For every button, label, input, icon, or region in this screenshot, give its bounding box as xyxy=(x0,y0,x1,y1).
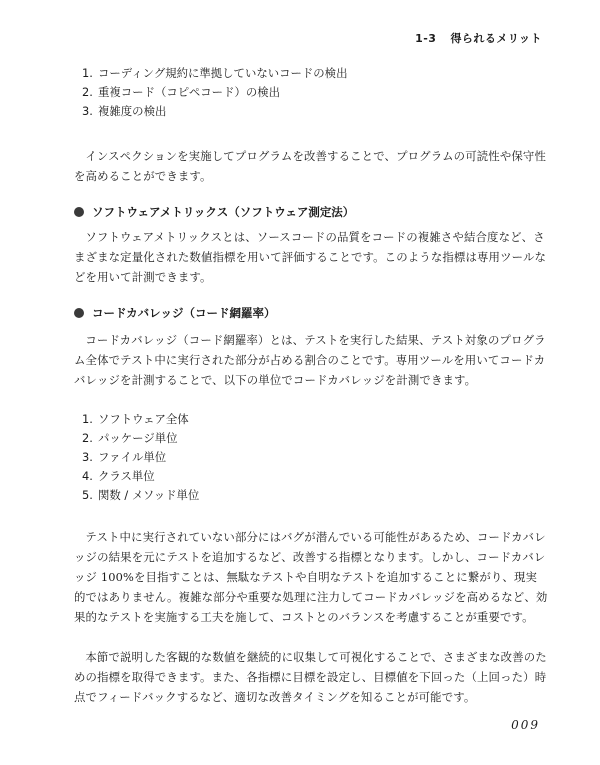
list-item: 4. クラス単位 xyxy=(82,469,155,483)
list-item: 2. パッケージ単位 xyxy=(82,431,178,445)
list-item: 3. 複雑度の検出 xyxy=(82,104,167,118)
page-number: 009 xyxy=(511,718,540,732)
section-heading-coverage: コードカバレッジ（コード網羅率） xyxy=(74,304,548,322)
coverage-paragraph: コードカバレッジ（コード網羅率）とは、テストを実行した結果、テスト対象のプログラム全体でテスト中に実行された部分が占める割合のことです。専用ツールを用いてコードカバレッジを計測することで、以下の単位でコードカバレッジを計測できます。 xyxy=(74,333,546,387)
summary-paragraph: 本節で説明した客観的な数値を継続的に収集して可視化することで、さまざまな改善のための指標を取得できます。また、各指標に目標を設定し、目標値を下回った（上回った）時点でフィードバックするなど、適切な改善タイミングを知ることが可能です。 xyxy=(74,650,547,704)
list-item: 1. コーディング規約に準拠していないコードの検出 xyxy=(82,66,348,80)
detection-list xyxy=(74,64,548,121)
coverage-advice-paragraph: テスト中に実行されていない部分にはバグが潜んでいる可能性があるため、コードカバレッジの結果を元にテストを追加するなど、改善する指標となります。しかし、コードカバレッジ 100%を目指すことは、無駄なテストや自明なテストを追加することに繋がり、現実的ではありません。複雑な部分や重要な処理に注力してコードカバレッジを高めるなど、効果的なテストを実施する工夫を施して、コストとのバランスを考慮することが重要です。 xyxy=(74,530,548,624)
metrics-paragraph: ソフトウェアメトリックスとは、ソースコードの品質をコードの複雑さや結合度など、さまざまな定量化された数値指標を用いて評価することです。このような指標は専用ツールなどを用いて計測できます。 xyxy=(74,230,547,284)
bullet-icon xyxy=(74,308,84,318)
bullet-icon xyxy=(74,207,84,217)
list-item: 2. 重複コード（コピペコード）の検出 xyxy=(82,85,281,99)
list-item: 5. 関数 / メソッド単位 xyxy=(82,488,200,502)
section-heading-metrics: ソフトウェアメトリックス（ソフトウェア測定法） xyxy=(74,203,548,221)
page-body xyxy=(74,64,548,707)
section-number: 1-3 xyxy=(415,32,437,45)
coverage-unit-list xyxy=(74,410,548,505)
list-item: 3. ファイル単位 xyxy=(82,450,167,464)
list-item: 1. ソフトウェア全体 xyxy=(82,412,189,426)
running-header xyxy=(415,30,542,46)
inspection-paragraph: インスペクションを実施してプログラムを改善することで、プログラムの可読性や保守性を高めることができます。 xyxy=(74,149,546,183)
section-title: 得られるメリット xyxy=(450,32,542,45)
